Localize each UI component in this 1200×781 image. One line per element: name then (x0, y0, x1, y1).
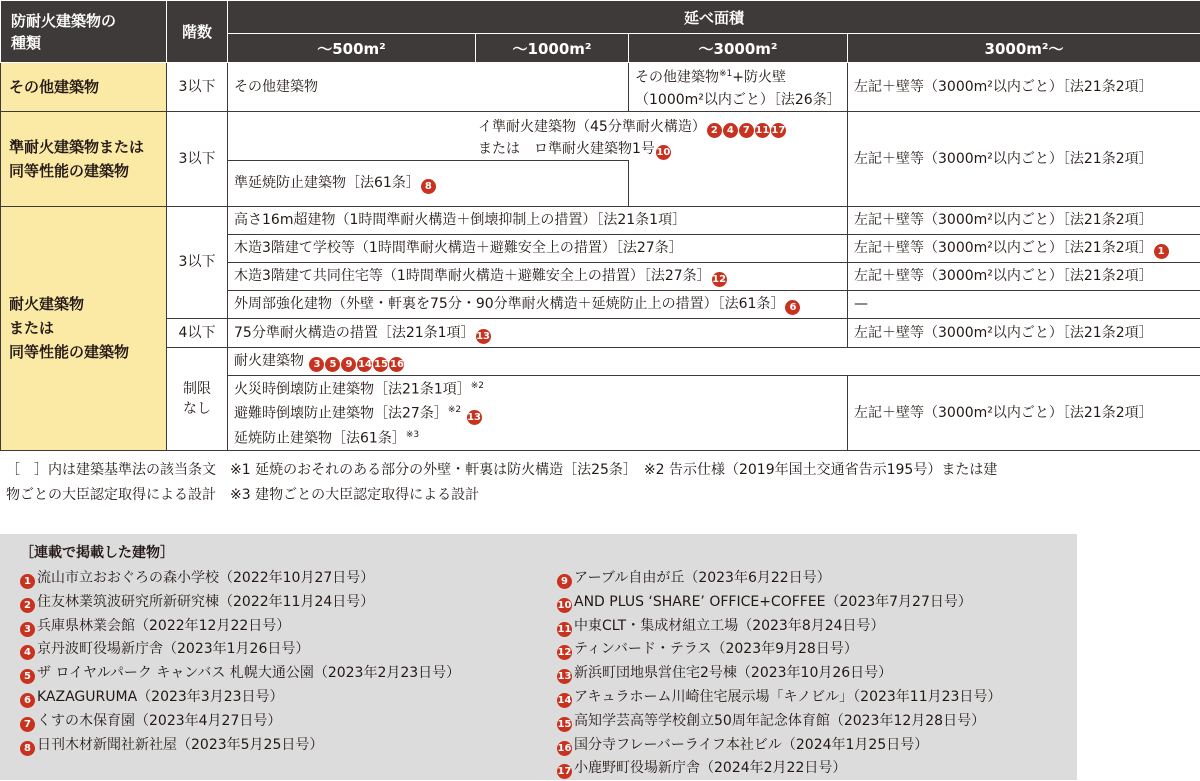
quasi-75min-large: 左記＋壁等（3000m²以内ごと）［法21条2項］ (848, 318, 1200, 347)
building-number-badge: 9 (341, 357, 356, 372)
legend-item-text: 中東CLT・集成材組立工場（2023年8月24日号） (574, 618, 885, 634)
floors-cell: 3以下 (167, 206, 228, 318)
legend-item (557, 686, 1001, 710)
building-number-badge: 5 (20, 669, 35, 684)
building-number-badge: 11 (755, 123, 770, 138)
legend-item-text: 京丹波町役場新庁舎（2023年1月26日号） (37, 641, 309, 657)
legend-item (557, 638, 1001, 662)
building-number-badge: 13 (467, 410, 482, 425)
legend-item (557, 615, 1001, 639)
legend-column-left (20, 567, 460, 757)
legend-item (557, 734, 1001, 758)
legend-item-text: AND PLUS ‘SHARE’ OFFICE+COFFEE（2023年7月27日号） (574, 594, 972, 610)
legend-item-text: アキュラホーム川崎住宅展示場「キノビル」（2023年11月23日号） (574, 689, 1001, 705)
building-number-badge: 12 (557, 645, 572, 660)
legend-item-text: アーブル自由が丘（2023年6月22日号） (574, 570, 831, 586)
wood-school-cell: 木造3階建て学校等（1時間準耐火構造＋避難安全上の措置）［法27条］ (228, 234, 848, 262)
category-fireproof: 耐火建築物 または 同等性能の建築物 (1, 206, 167, 450)
collapse-prevention-cell: 火災時倒壊防止建築物［法21条1項］$^{※2}$ 避難時倒壊防止建築物［法27条］$^{※2}$ 13 延焼防止建築物［法61条］$^{※3}$ (228, 375, 848, 450)
building-number-badge: 11 (557, 622, 572, 637)
building-number-badge: 4 (723, 123, 738, 138)
legend-item (20, 710, 460, 734)
other-mid-cell: その他建築物$^{※1}$+防火壁 （1000m²以内ごと）［法26条］ (629, 63, 848, 112)
building-number-badge: 2 (707, 123, 722, 138)
legend-item-text: 小鹿野町役場新庁舎（2024年2月22日号） (574, 760, 846, 776)
legend-item (557, 757, 1001, 781)
building-number-badge: 12 (712, 272, 727, 287)
building-number-badge: 13 (557, 669, 572, 684)
building-number-badge: 13 (476, 329, 491, 344)
legend-item (20, 567, 460, 591)
quasi-fire-spread-cell: 準延焼防止建築物［法61条］ 8 (228, 160, 629, 206)
quasi-fireproof-spec: イ準耐火建築物（45分準耐火構造） 2 4 7 11 17 または ロ準耐火建築物1号 10 (228, 111, 848, 160)
building-number-badge: 6 (20, 693, 35, 708)
legend-item-text: くすの木保育園（2023年4月27日号） (37, 713, 281, 729)
legend-item-text: 住友林業筑波研究所新研究棟（2022年11月24日号） (37, 594, 374, 610)
building-number-badge: 6 (785, 300, 800, 315)
legend-item (20, 686, 460, 710)
other-large-cell: 左記＋壁等（3000m²以内ごと）［法21条2項］ (848, 63, 1200, 112)
legend-item (20, 734, 460, 758)
building-number-badge: 15 (373, 357, 388, 372)
legend-item-text: 兵庫県林業会館（2022年12月22日号） (37, 618, 290, 634)
legend-item (20, 591, 460, 615)
footnote: ［ ］内は建築基準法の該当条文 ※1 延焼のおそれのある部分の外壁・軒裏は防火構造［法25条］ ※2 告示仕様（2019年国土交通省告示195号）または建 物ごとの大臣認定取得による設計 ※3 建物ごとの大臣認定取得による設計 (6, 458, 1196, 508)
header-area-over-3000: 3000m²～ (848, 34, 1200, 63)
quasi-large-cell: 左記＋壁等（3000m²以内ごと）［法21条2項］ (848, 111, 1200, 206)
legend-item (557, 710, 1001, 734)
building-number-badge: 2 (20, 598, 35, 613)
legend-title: ［連載で掲載した建物］ (20, 542, 174, 562)
legend-item-text: 高知学芸高等学校創立50周年記念体育館（2023年12月28日号） (574, 713, 985, 729)
high-building-cell: 高さ16m超建物（1時間準耐火構造＋倒壊抑制上の措置）［法21条1項］ (228, 206, 848, 234)
high-building-large: 左記＋壁等（3000m²以内ごと）［法21条2項］ (848, 206, 1200, 234)
category-quasi-fireproof: 準耐火建築物または 同等性能の建築物 (1, 111, 167, 206)
building-number-badge: 4 (20, 645, 35, 660)
building-number-badge: 14 (557, 693, 572, 708)
legend-item (20, 615, 460, 639)
building-number-badge: 16 (557, 741, 572, 756)
header-floor-area: 延べ面積 (228, 1, 1200, 34)
collapse-prevention-large: 左記＋壁等（3000m²以内ごと）［法21条2項］ (848, 375, 1200, 450)
header-area-1000: ～1000m² (476, 34, 629, 63)
building-number-badge: 1 (20, 574, 35, 589)
building-number-badge: 3 (20, 622, 35, 637)
legend-item-text: 日刊木材新聞社新社屋（2023年5月25日号） (37, 737, 323, 753)
building-number-badge: 16 (389, 357, 404, 372)
building-number-badge: 7 (20, 717, 35, 732)
header-floors: 階数 (167, 1, 228, 63)
building-number-badge: 14 (357, 357, 372, 372)
other-small-cell: その他建築物 (228, 63, 629, 112)
blank-cell (629, 160, 848, 206)
perimeter-reinforced-large: — (848, 290, 1200, 318)
building-number-badge: 8 (421, 179, 436, 194)
legend-item (557, 567, 1001, 591)
legend-item (20, 662, 460, 686)
quasi-75min-cell: 75分準耐火構造の措置［法21条1項］ 13 (228, 318, 848, 347)
legend-item-text: KAZAGURUMA（2023年3月23日号） (37, 689, 284, 705)
category-other: その他建築物 (1, 63, 167, 112)
building-number-badge: 17 (557, 764, 572, 779)
building-number-badge: 9 (557, 574, 572, 589)
wood-school-large: 左記＋壁等（3000m²以内ごと）［法21条2項］ 1 (848, 234, 1200, 262)
building-number-badge: 1 (1154, 244, 1169, 259)
building-number-badge: 10 (656, 145, 671, 160)
header-area-3000: ～3000m² (629, 34, 848, 63)
legend-item (20, 638, 460, 662)
floors-cell: 制限 なし (167, 347, 228, 450)
legend-item-text: ティンバード・テラス（2023年9月28日号） (574, 641, 858, 657)
floors-cell: 4以下 (167, 318, 228, 347)
fireproof-building-cell: 耐火建築物 3 5 9 14 15 16 (228, 347, 1200, 375)
building-number-badge: 7 (739, 123, 754, 138)
perimeter-reinforced-cell: 外周部強化建物（外壁・軒裏を75分・90分準耐火構造＋延焼防止上の措置）［法61条］ 6 (228, 290, 848, 318)
building-number-badge: 17 (771, 123, 786, 138)
legend-item (557, 591, 1001, 615)
building-number-badge: 3 (309, 357, 324, 372)
legend-column-right (557, 567, 1001, 781)
building-number-badge: 10 (557, 598, 572, 613)
legend-item-text: 国分寺フレーバーライフ本社ビル（2024年1月25日号） (574, 737, 928, 753)
header-area-500: ～500m² (228, 34, 476, 63)
building-number-badge: 5 (325, 357, 340, 372)
legend-item-text: ザ ロイヤルパーク キャンバス 札幌大通公園（2023年2月23日号） (37, 665, 460, 681)
wood-housing-cell: 木造3階建て共同住宅等（1時間準耐火構造＋避難安全上の措置）［法27条］ 12 (228, 262, 848, 290)
legend-item-text: 流山市立おおぐろの森小学校（2022年10月27日号） (37, 570, 374, 586)
floors-cell: 3以下 (167, 111, 228, 206)
floors-cell: 3以下 (167, 63, 228, 112)
header-type: 防耐火建築物の 種類 (1, 1, 167, 63)
building-number-badge: 15 (557, 717, 572, 732)
serialized-buildings-legend (0, 534, 1077, 780)
legend-item-text: 新浜町団地県営住宅2号棟（2023年10月26日号） (574, 665, 892, 681)
wood-housing-large: 左記＋壁等（3000m²以内ごと）［法21条2項］ (848, 262, 1200, 290)
building-number-badge: 8 (20, 741, 35, 756)
legend-item (557, 662, 1001, 686)
